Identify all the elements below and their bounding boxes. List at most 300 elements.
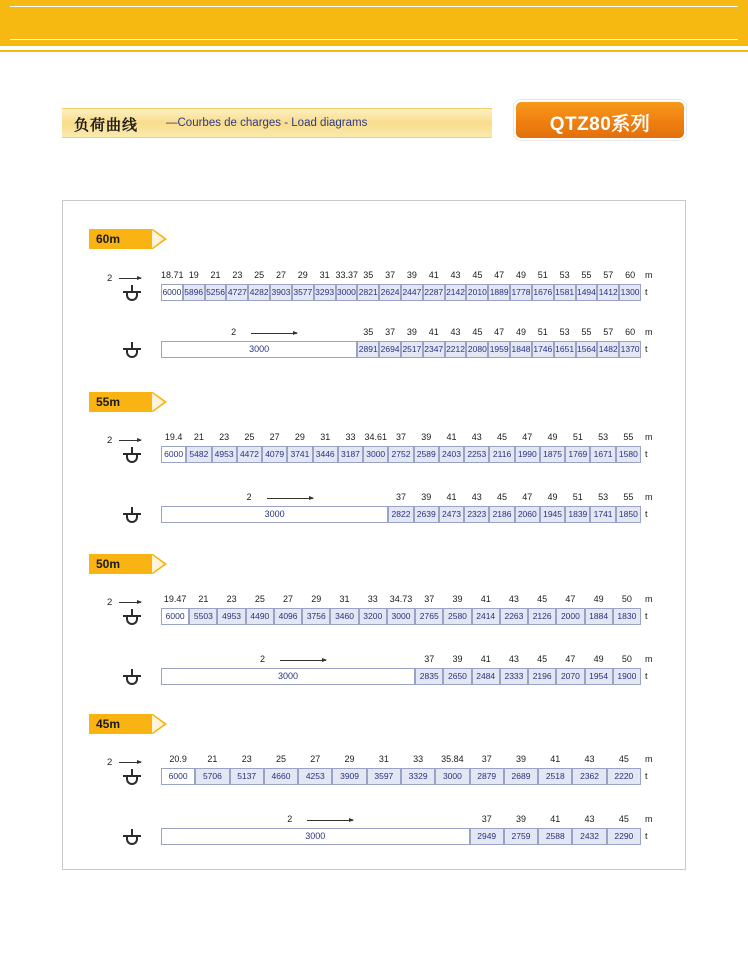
load-value-cell: 2070 (556, 668, 584, 685)
radius-header-cell: 43 (508, 654, 519, 664)
radius-header-cell: 33 (367, 594, 378, 604)
load-value-cell: 4282 (248, 284, 270, 301)
radius-header-cell: 41 (550, 754, 561, 764)
radius-header-cell: 27 (310, 754, 321, 764)
radius-header-cell: 27 (283, 594, 294, 604)
radius-header-cell: 39 (515, 754, 526, 764)
radius-header-cell: 25 (254, 594, 265, 604)
load-value-cell: 2000 (556, 608, 584, 625)
radius-header-cell: 41 (446, 432, 457, 442)
unit-tonne-label: t (645, 771, 648, 781)
load-value-cell: 2518 (538, 768, 572, 785)
load-value-cell: 2484 (472, 668, 500, 685)
radius-header-row (470, 813, 641, 826)
radius-header-row (161, 431, 641, 444)
radius-header-cell: 29 (297, 270, 308, 280)
radius-header-cell: 37 (385, 327, 396, 337)
radius-header-cell: 50 (621, 654, 632, 664)
hook-block-icon (123, 829, 141, 849)
tag-notch-icon (152, 715, 164, 733)
radius-header-cell: 39 (421, 432, 432, 442)
load-value-cell: 3329 (401, 768, 435, 785)
status-badge (514, 100, 686, 140)
tag-notch-icon (152, 393, 164, 411)
radius-header-cell: 53 (598, 492, 609, 502)
radius-header-cell: 45 (497, 432, 508, 442)
constant-load-cell: 3000 (161, 668, 415, 685)
page-title: 负荷曲线 (74, 117, 139, 134)
radius-header-cell: 37 (395, 492, 406, 502)
section-tag-50m (89, 554, 153, 574)
radius-header-cell: 33 (345, 432, 356, 442)
load-value-cell: 1945 (540, 506, 565, 523)
radius-header-cell: 53 (559, 327, 570, 337)
lead-arrow-icon (119, 602, 141, 603)
load-value-cell: 2473 (439, 506, 464, 523)
radius-header-cell: 45 (472, 270, 483, 280)
radius-header-cell: 39 (515, 814, 526, 824)
radius-header-cell: 51 (572, 432, 583, 442)
unit-tonne-label: t (645, 344, 648, 354)
radius-header-cell: 53 (598, 432, 609, 442)
radius-header-cell: 45 (497, 492, 508, 502)
load-value-cell: 2060 (515, 506, 540, 523)
load-value-cell: 1564 (576, 341, 598, 358)
radius-header-cell: 51 (537, 270, 548, 280)
radius-header-cell: 29 (311, 594, 322, 604)
load-value-cell: 2517 (401, 341, 423, 358)
radius-header-cell: 60 (625, 270, 636, 280)
radius-header-cell: 31 (339, 594, 350, 604)
load-value-cell: 1769 (565, 446, 590, 463)
load-value-cell: 1741 (590, 506, 615, 523)
load-value-cell: 2879 (470, 768, 504, 785)
hook-block-icon (123, 342, 141, 362)
radius-header-cell: 23 (226, 594, 237, 604)
load-diagram-panel (62, 200, 686, 870)
radius-header-cell: 31 (320, 432, 331, 442)
radius-header-cell: 47 (522, 492, 533, 502)
load-value-cell: 1889 (488, 284, 510, 301)
radius-header-cell: 57 (603, 270, 614, 280)
constant-load-cell: 3000 (161, 828, 470, 845)
load-value-cell: 4079 (262, 446, 287, 463)
load-value-cell: 2639 (414, 506, 439, 523)
load-row (63, 593, 687, 633)
load-value-cell: 3756 (302, 608, 330, 625)
load-value-cell: 6000 (161, 446, 186, 463)
load-value-cell: 3597 (367, 768, 401, 785)
radius-header-cell: 49 (547, 432, 558, 442)
load-value-cell: 1884 (585, 608, 613, 625)
load-value-cell: 1482 (597, 341, 619, 358)
load-value-cell: 2263 (500, 608, 528, 625)
radius-header-cell: 55 (623, 432, 634, 442)
load-value-cell: 2414 (472, 608, 500, 625)
radius-header-cell: 45 (618, 754, 629, 764)
load-value-cell: 5256 (205, 284, 227, 301)
load-value-cell: 5896 (183, 284, 205, 301)
load-value-cell: 4660 (264, 768, 298, 785)
unit-meter-label: m (645, 654, 653, 664)
radius-header-cell: 33 (413, 754, 424, 764)
radius-header-cell: 45 (537, 654, 548, 664)
radius-header-cell: 41 (428, 327, 439, 337)
radius-header-cell: 39 (406, 270, 417, 280)
load-value-cell: 1370 (619, 341, 641, 358)
radius-header-cell: 39 (406, 327, 417, 337)
load-value-cell: 2891 (357, 341, 379, 358)
lead-multiplier-label: 2 (107, 435, 113, 446)
radius-header-cell: 31 (319, 270, 330, 280)
load-value-cell: 2949 (470, 828, 504, 845)
load-row (63, 491, 687, 531)
radius-header-cell: 55 (581, 327, 592, 337)
lead-multiplier-label: 2 (231, 327, 237, 337)
radius-header-cell: 41 (428, 270, 439, 280)
unit-tonne-label: t (645, 509, 648, 519)
radius-header-cell: 31 (378, 754, 389, 764)
radius-header-cell: 43 (471, 432, 482, 442)
radius-header-row (161, 753, 641, 766)
radius-header-cell: 23 (241, 754, 252, 764)
load-value-cell: 2142 (445, 284, 467, 301)
radius-header-cell: 45 (472, 327, 483, 337)
lead-arrow-icon (119, 278, 141, 279)
radius-header-cell: 19 (188, 270, 199, 280)
radius-header-cell: 18.71 (161, 270, 184, 280)
load-value-cell: 2580 (443, 608, 471, 625)
load-value-cell: 2432 (572, 828, 606, 845)
lead-arrow-icon (307, 820, 353, 821)
unit-meter-label: m (645, 492, 653, 502)
load-value-cell: 1300 (619, 284, 641, 301)
radius-header-cell: 49 (547, 492, 558, 502)
radius-header-cell: 41 (446, 492, 457, 502)
section-tag-60m (89, 229, 153, 249)
radius-header-cell: 37 (385, 270, 396, 280)
load-value-cell: 4472 (237, 446, 262, 463)
load-value-cell: 2323 (464, 506, 489, 523)
load-value-cell: 3200 (359, 608, 387, 625)
radius-header-cell: 21 (207, 754, 218, 764)
load-value-cell: 2080 (466, 341, 488, 358)
load-value-cell: 1990 (515, 446, 540, 463)
radius-header-cell: 41 (550, 814, 561, 824)
radius-header-row (415, 653, 641, 666)
load-value-cell: 3741 (287, 446, 312, 463)
load-value-cell: 2287 (423, 284, 445, 301)
radius-header-cell: 47 (565, 594, 576, 604)
load-value-cell: 3460 (330, 608, 358, 625)
radius-header-cell: 27 (275, 270, 286, 280)
section-tag-45m (89, 714, 153, 734)
radius-header-cell: 41 (480, 654, 491, 664)
load-value-cell: 1671 (590, 446, 615, 463)
tag-notch-icon (152, 555, 164, 573)
load-value-cell: 3903 (270, 284, 292, 301)
load-value-cell: 3293 (314, 284, 336, 301)
radius-header-cell: 25 (254, 270, 265, 280)
load-value-cell: 4253 (298, 768, 332, 785)
radius-header-cell: 19.47 (163, 594, 187, 604)
radius-header-cell: 35 (363, 327, 374, 337)
load-value-cell: 1954 (585, 668, 613, 685)
section-tag-label: 60m (96, 232, 121, 246)
radius-header-row (388, 491, 641, 504)
unit-tonne-label: t (645, 831, 648, 841)
top-banner (0, 0, 748, 46)
radius-header-cell: 43 (508, 594, 519, 604)
radius-header-cell: 37 (395, 432, 406, 442)
load-value-cell: 2212 (445, 341, 467, 358)
load-value-cell: 2650 (443, 668, 471, 685)
load-row (63, 269, 687, 309)
series-badge-label: QTZ80系列 (549, 114, 651, 135)
load-value-cell: 2624 (379, 284, 401, 301)
unit-meter-label: m (645, 327, 653, 337)
hook-block-icon (123, 447, 141, 467)
radius-header-cell: 49 (515, 327, 526, 337)
radius-header-cell: 39 (452, 654, 463, 664)
load-value-cell: 1850 (616, 506, 641, 523)
unit-tonne-label: t (645, 449, 648, 459)
load-row (63, 326, 687, 366)
unit-meter-label: m (645, 432, 653, 442)
radius-header-cell: 21 (210, 270, 221, 280)
section-tag-label: 45m (96, 717, 121, 731)
load-value-cell: 1580 (616, 446, 641, 463)
radius-header-cell: 47 (522, 432, 533, 442)
radius-header-cell: 23 (219, 432, 230, 442)
load-value-cell: 3187 (338, 446, 363, 463)
load-value-cell: 2290 (607, 828, 641, 845)
load-value-cell: 5482 (186, 446, 211, 463)
load-value-cell: 1830 (613, 608, 641, 625)
load-value-cell: 2362 (572, 768, 606, 785)
lead-arrow-icon (119, 440, 141, 441)
top-divider-rule (0, 50, 748, 52)
radius-header-row (161, 269, 641, 282)
radius-header-cell: 19.4 (164, 432, 183, 442)
lead-multiplier-label: 2 (107, 273, 113, 284)
radius-header-cell: 51 (537, 327, 548, 337)
lead-multiplier-label: 2 (107, 757, 113, 768)
load-value-row (161, 446, 641, 463)
radius-header-cell: 25 (275, 754, 286, 764)
radius-header-cell: 39 (452, 594, 463, 604)
load-value-cell: 1875 (540, 446, 565, 463)
load-value-cell: 1959 (488, 341, 510, 358)
unit-meter-label: m (645, 270, 653, 280)
load-value-cell: 2589 (414, 446, 439, 463)
load-value-cell: 2116 (489, 446, 514, 463)
unit-tonne-label: t (645, 671, 648, 681)
unit-meter-label: m (645, 814, 653, 824)
section-tag-55m (89, 392, 153, 412)
lead-multiplier-label: 2 (260, 654, 266, 664)
lead-multiplier-label: 2 (246, 492, 252, 502)
load-value-cell: 1676 (532, 284, 554, 301)
radius-header-cell: 50 (621, 594, 632, 604)
lead-arrow-icon (251, 333, 297, 334)
top-banner-inner-rule (10, 6, 738, 40)
load-value-cell: 4953 (217, 608, 245, 625)
unit-meter-label: m (645, 594, 653, 604)
lead-arrow-icon (267, 498, 313, 499)
lead-multiplier-label: 2 (107, 597, 113, 608)
radius-header-cell: 20.9 (169, 754, 187, 764)
load-value-cell: 4953 (212, 446, 237, 463)
load-value-cell: 2010 (466, 284, 488, 301)
load-value-cell: 4727 (226, 284, 248, 301)
load-value-cell: 2126 (528, 608, 556, 625)
load-value-cell: 3446 (313, 446, 338, 463)
load-value-cell: 6000 (161, 768, 195, 785)
radius-header-cell: 37 (481, 754, 492, 764)
radius-header-cell: 55 (581, 270, 592, 280)
radius-header-cell: 60 (625, 327, 636, 337)
load-value-cell: 2253 (464, 446, 489, 463)
load-value-cell: 2196 (528, 668, 556, 685)
load-value-cell: 2765 (415, 608, 443, 625)
radius-header-cell: 35.84 (441, 754, 464, 764)
load-value-cell: 2835 (415, 668, 443, 685)
radius-header-cell: 21 (193, 432, 204, 442)
load-value-cell: 5706 (195, 768, 229, 785)
load-value-cell: 2588 (538, 828, 572, 845)
load-value-cell: 4096 (274, 608, 302, 625)
load-value-row (161, 828, 641, 845)
load-value-cell: 1412 (597, 284, 619, 301)
radius-header-cell: 37 (424, 654, 435, 664)
hook-block-icon (123, 507, 141, 527)
load-value-row (161, 506, 641, 523)
load-value-cell: 6000 (161, 284, 183, 301)
radius-header-cell: 37 (424, 594, 435, 604)
radius-header-cell: 29 (294, 432, 305, 442)
load-value-cell: 1651 (554, 341, 576, 358)
radius-header-cell: 25 (244, 432, 255, 442)
title-bar (62, 108, 492, 138)
radius-header-cell: 47 (494, 327, 505, 337)
section-tag-label: 50m (96, 557, 121, 571)
radius-header-cell: 49 (593, 594, 604, 604)
load-value-cell: 2220 (607, 768, 641, 785)
load-value-cell: 3909 (332, 768, 366, 785)
load-value-cell: 2186 (489, 506, 514, 523)
radius-header-cell: 57 (603, 327, 614, 337)
radius-header-cell: 21 (198, 594, 209, 604)
radius-header-cell: 45 (537, 594, 548, 604)
radius-header-cell: 33.37 (335, 270, 359, 280)
constant-load-cell: 3000 (161, 341, 357, 358)
load-value-cell: 5503 (189, 608, 217, 625)
radius-header-cell: 43 (584, 814, 595, 824)
load-value-row (161, 341, 641, 358)
radius-header-cell: 55 (623, 492, 634, 502)
radius-header-cell: 43 (471, 492, 482, 502)
load-value-cell: 1746 (532, 341, 554, 358)
load-value-cell: 1848 (510, 341, 532, 358)
lead-multiplier-label: 2 (287, 814, 293, 824)
load-value-cell: 3000 (387, 608, 415, 625)
page-title-row (62, 108, 686, 142)
load-value-cell: 2759 (504, 828, 538, 845)
radius-header-cell: 43 (450, 270, 461, 280)
load-value-cell: 1581 (554, 284, 576, 301)
radius-header-cell: 41 (480, 594, 491, 604)
radius-header-cell: 49 (515, 270, 526, 280)
load-value-cell: 5137 (230, 768, 264, 785)
load-row (63, 431, 687, 471)
unit-tonne-label: t (645, 287, 648, 297)
section-tag-label: 55m (96, 395, 121, 409)
load-value-cell: 2347 (423, 341, 445, 358)
load-value-cell: 1900 (613, 668, 641, 685)
load-value-cell: 1778 (510, 284, 532, 301)
hook-block-icon (123, 285, 141, 305)
lead-arrow-icon (119, 762, 141, 763)
radius-header-row (161, 593, 641, 606)
radius-header-cell: 29 (344, 754, 355, 764)
load-value-cell: 3000 (435, 768, 469, 785)
radius-header-row (357, 326, 641, 339)
radius-header-cell: 23 (232, 270, 243, 280)
tag-notch-icon (152, 230, 164, 248)
radius-header-cell: 47 (565, 654, 576, 664)
radius-header-cell: 45 (618, 814, 629, 824)
load-value-cell: 3577 (292, 284, 314, 301)
hook-block-icon (123, 669, 141, 689)
load-value-cell: 6000 (161, 608, 189, 625)
load-value-cell: 1839 (565, 506, 590, 523)
load-row (63, 653, 687, 693)
load-value-cell: 2403 (439, 446, 464, 463)
load-value-cell: 2694 (379, 341, 401, 358)
load-value-cell: 2821 (357, 284, 379, 301)
radius-header-cell: 51 (572, 492, 583, 502)
load-value-cell: 2822 (388, 506, 413, 523)
unit-tonne-label: t (645, 611, 648, 621)
load-value-row (161, 284, 641, 301)
constant-load-cell: 3000 (161, 506, 388, 523)
radius-header-cell: 49 (593, 654, 604, 664)
load-value-cell: 4490 (246, 608, 274, 625)
load-value-row (161, 608, 641, 625)
load-value-cell: 2447 (401, 284, 423, 301)
radius-header-cell: 47 (494, 270, 505, 280)
radius-header-cell: 27 (269, 432, 280, 442)
load-row (63, 753, 687, 793)
radius-header-cell: 43 (450, 327, 461, 337)
load-value-cell: 2752 (388, 446, 413, 463)
load-value-cell: 2689 (504, 768, 538, 785)
load-value-row (161, 668, 641, 685)
load-value-row (161, 768, 641, 785)
hook-block-icon (123, 769, 141, 789)
radius-header-cell: 34.73 (389, 594, 413, 604)
load-value-cell: 1494 (576, 284, 598, 301)
radius-header-cell: 37 (481, 814, 492, 824)
unit-meter-label: m (645, 754, 653, 764)
radius-header-cell: 39 (421, 492, 432, 502)
load-value-cell: 2333 (500, 668, 528, 685)
radius-header-cell: 43 (584, 754, 595, 764)
load-value-cell: 3000 (363, 446, 388, 463)
radius-header-cell: 53 (559, 270, 570, 280)
page-subtitle: —Courbes de charges - Load diagrams (166, 117, 368, 129)
